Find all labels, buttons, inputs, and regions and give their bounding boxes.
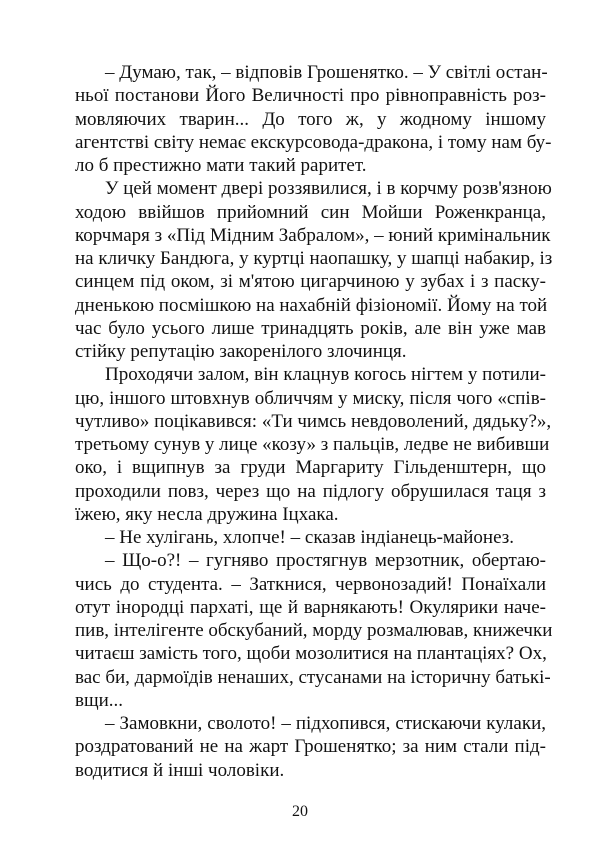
text-line: – Не хулігань, хлопче! – сказав індіанець-майонез. [105,527,515,548]
text-line: чись до студента. – Заткнися, червонозадий! Понаїхали [75,573,546,595]
text-line: – Замовкни, сволото! – підхопився, стискаючи кулаки, [105,713,546,734]
text-line: агентстві світу немає екскурсовода-дракона, і тому нам бу- [75,131,552,153]
text-line: цю, іншого штовхнув обличчям у миску, після чого «спів- [75,387,546,409]
text-line: синцем під оком, зі м'ятою цигарчиною у зубах і з паску- [75,271,546,293]
paragraph [75,712,546,782]
text-line: проходили повз, через що на підлогу обрушилася таця з [75,480,546,502]
paragraph [75,61,552,177]
text-line: дненькою посмішкою на нахабній фізіономії. Йому на той [75,294,548,316]
text-line: корчмаря з «Під Мідним Забралом», – юний кримінальник [75,224,551,246]
text-line: їжею, яку несла дружина Іцхака. [75,503,339,525]
text-line: У цей момент двері роззявилися, і в корчму розв'язною [105,178,552,200]
text-line: роздратований не на жарт Грошенятко; за ним стали під- [75,736,546,758]
text-line: Проходячи залом, він клацнув когось нігтем у потили- [105,364,546,386]
paragraph [75,177,553,363]
text-line: отут інородці пархаті, ще й варнякають! Окулярики наче- [75,596,546,618]
text-line: мовляючих тварин... До того ж, у жодному іншому [75,108,546,130]
body-text [75,61,553,782]
text-line: ньої постанови Його Величності про рівноправність роз- [75,85,546,107]
page-number: 20 [292,803,308,820]
text-line: вас би, дармоїдів ненаших, стусанами на історичну батькі- [75,666,551,688]
text-line: ходою ввійшов прийомний син Мойши Роженкранца, [75,201,546,223]
text-line: час було усього лише тринадцять років, але він уже мав [75,317,546,339]
text-line: стійку репутацію закоренілого злочинця. [75,341,407,362]
text-line: читаєш замість того, щоби мозолитися на плантаціях? Ох, [75,643,547,665]
text-line: вщи... [75,689,124,711]
text-line: – Думаю, так, – відповів Грошенятко. – У світлі остан- [105,62,548,83]
text-line: пив, інтелігенте обскубаний, морду розмалював, книжечки [75,620,553,641]
text-line: водитися й інші чоловіки. [75,759,285,781]
paragraph [75,549,553,712]
text-line: ло б престижно мати такий раритет. [75,155,367,176]
text-line: око, і вщипнув за груди Маргариту Гільденштерн, що [75,457,546,479]
paragraph [75,526,546,549]
text-line: на кличку Бандюга, у куртці наопашку, у шапці набакир, із [75,248,553,269]
paragraph [75,363,552,526]
text-line: третьому сунув у лице «козу» з пальців, ледве не вибивши [75,434,550,455]
text-line: чутливо» поцікавився: «Ти чимсь невдоволений, дядьку?», [75,410,552,432]
text-line: – Що-о?! – гугняво простягнув мерзотник, обертаю- [105,550,546,572]
